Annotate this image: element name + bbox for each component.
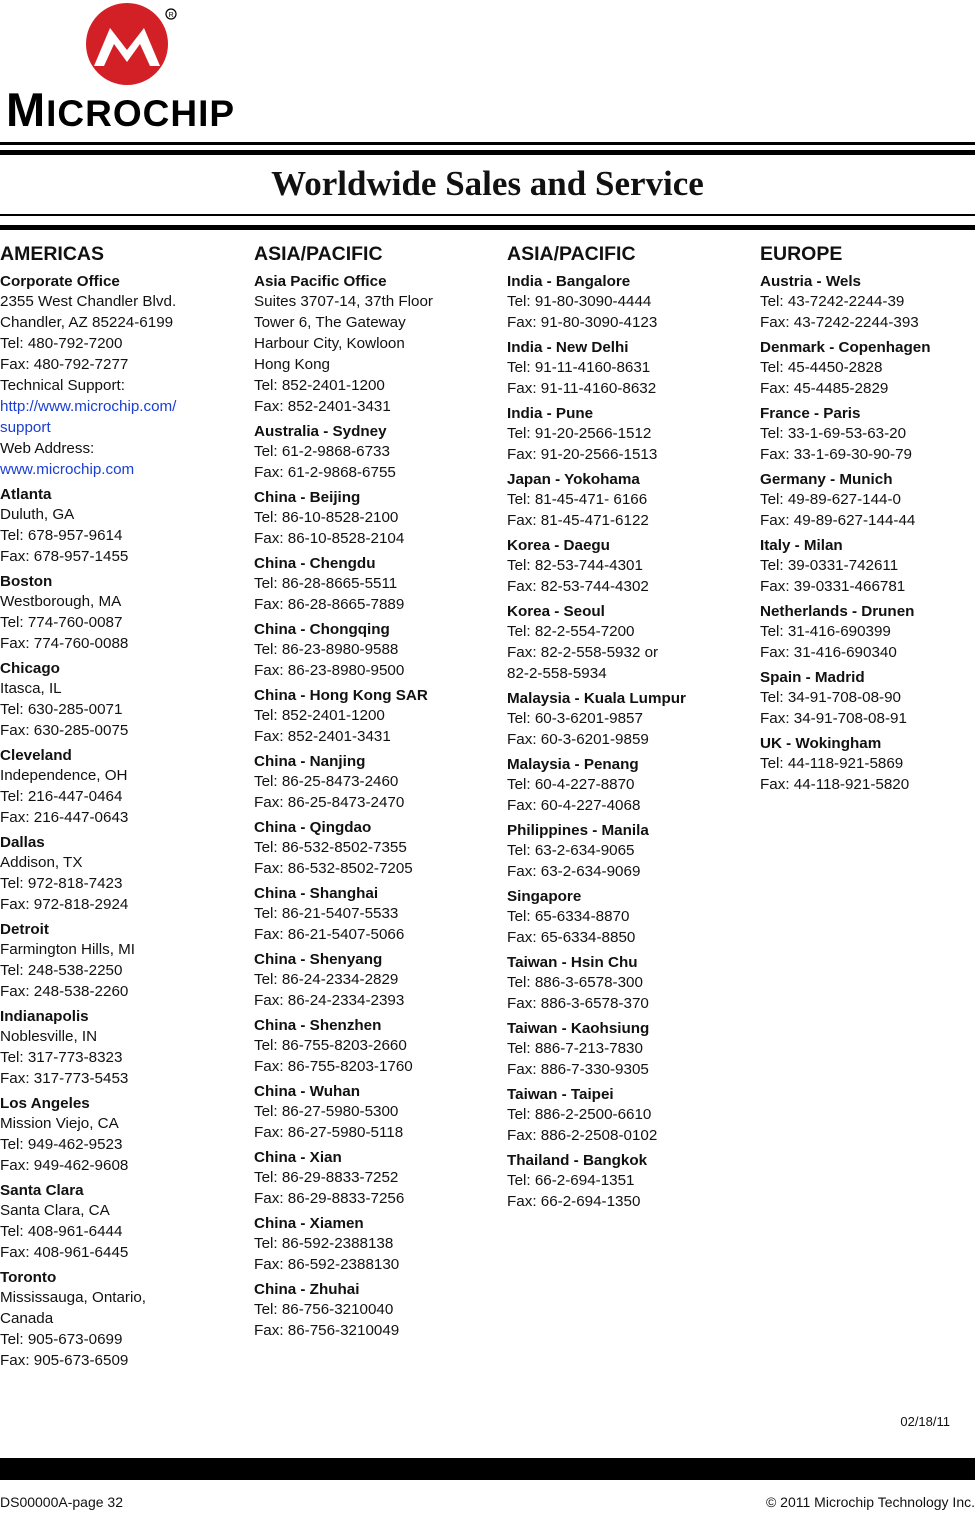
logo-wordmark: MICROCHIP <box>6 83 236 136</box>
office-detail-line: Tel: 678-957-9614 <box>0 527 123 544</box>
web-link[interactable]: http://www.microchip.com/ <box>0 398 177 415</box>
office-entry <box>507 1152 737 1212</box>
office-detail-line: Tel: 91-11-4160-8631 <box>507 359 651 376</box>
region-heading: AMERICAS <box>0 243 105 265</box>
office-city: China - Xiamen <box>254 1215 364 1232</box>
office-detail-line: Fax: 44-118-921-5820 <box>760 776 910 793</box>
office-detail-line: Fax: 972-818-2924 <box>0 896 129 913</box>
office-detail-line: Mississauga, Ontario, <box>0 1289 147 1306</box>
office-detail-line: Duluth, GA <box>0 506 75 523</box>
office-entry <box>507 339 737 399</box>
title-rule-top <box>0 214 975 216</box>
region-heading: ASIA/PACIFIC <box>507 243 636 265</box>
office-detail-line: Fax: 91-11-4160-8632 <box>507 380 657 397</box>
office-detail-line: Fax: 43-7242-2244-393 <box>760 314 919 331</box>
office-city: Boston <box>0 573 53 590</box>
office-entry <box>0 747 230 828</box>
office-detail-line: Tel: 86-23-8980-9588 <box>254 641 399 658</box>
office-detail-line: Tel: 949-462-9523 <box>0 1136 123 1153</box>
office-entry <box>0 573 230 654</box>
office-detail-line: Tel: 86-24-2334-2829 <box>254 971 399 988</box>
office-detail-line: Fax: 31-416-690340 <box>760 644 897 661</box>
office-detail-line: Tel: 86-10-8528-2100 <box>254 509 399 526</box>
office-detail-line: Fax: 248-538-2260 <box>0 983 129 1000</box>
office-entry <box>0 1182 230 1263</box>
office-detail-line: 82-2-558-5934 <box>507 665 607 682</box>
office-detail-line: Tel: 248-538-2250 <box>0 962 123 979</box>
office-detail-line: Santa Clara, CA <box>0 1202 110 1219</box>
office-detail-line: Fax: 61-2-9868-6755 <box>254 464 396 481</box>
office-detail-line: Fax: 86-23-8980-9500 <box>254 662 405 679</box>
office-detail-line: Fax: 86-10-8528-2104 <box>254 530 405 547</box>
office-detail-line: Tel: 86-28-8665-5511 <box>254 575 398 592</box>
office-city: China - Qingdao <box>254 819 372 836</box>
web-link[interactable]: support <box>0 419 51 436</box>
office-detail-line: Fax: 86-756-3210049 <box>254 1322 400 1339</box>
office-detail-line: Tel: 886-2-2500-6610 <box>507 1106 652 1123</box>
office-city: Corporate Office <box>0 273 120 290</box>
office-entry <box>760 273 975 333</box>
office-city: Santa Clara <box>0 1182 84 1199</box>
office-detail-line: Fax: 34-91-708-08-91 <box>760 710 907 727</box>
office-city: Malaysia - Penang <box>507 756 639 773</box>
office-detail-line: Tel: 60-4-227-8870 <box>507 776 635 793</box>
office-detail-line: Fax: 678-957-1455 <box>0 548 129 565</box>
office-city: Korea - Daegu <box>507 537 610 554</box>
office-detail-line: Canada <box>0 1310 54 1327</box>
office-city: India - Pune <box>507 405 594 422</box>
office-detail-line: Tel: 86-21-5407-5533 <box>254 905 399 922</box>
office-detail-line: Tel: 66-2-694-1351 <box>507 1172 635 1189</box>
office-city: China - Chongqing <box>254 621 390 638</box>
office-entry <box>760 669 975 729</box>
office-detail-line: Noblesville, IN <box>0 1028 98 1045</box>
office-detail-line: Tel: 317-773-8323 <box>0 1049 123 1066</box>
office-city: Korea - Seoul <box>507 603 605 620</box>
asia-pacific-column-2 <box>507 240 737 1218</box>
region-heading: EUROPE <box>760 243 843 265</box>
office-detail-line: Fax: 886-3-6578-370 <box>507 995 649 1012</box>
copyright-notice: © 2011 Microchip Technology Inc. <box>765 1494 975 1510</box>
office-detail-line: Tel: 86-25-8473-2460 <box>254 773 399 790</box>
office-city: Taiwan - Taipei <box>507 1086 614 1103</box>
office-detail-line: Independence, OH <box>0 767 128 784</box>
office-detail-line: Tel: 852-2401-1200 <box>254 707 385 724</box>
office-entry <box>507 756 737 816</box>
office-city: Chicago <box>0 660 60 677</box>
office-detail-line: Fax: 886-7-330-9305 <box>507 1061 649 1078</box>
office-detail-line: Tel: 91-20-2566-1512 <box>507 425 652 442</box>
office-detail-line: Farmington Hills, MI <box>0 941 136 958</box>
office-detail-line: Fax: 39-0331-466781 <box>760 578 906 595</box>
office-detail-line: Fax: 86-24-2334-2393 <box>254 992 405 1009</box>
title-rule-bottom <box>0 225 975 230</box>
office-entry <box>254 1215 484 1275</box>
office-city: Cleveland <box>0 747 72 764</box>
office-detail-line: Fax: 63-2-634-9069 <box>507 863 641 880</box>
office-detail-line: Tel: 774-760-0087 <box>0 614 123 631</box>
office-detail-line: Fax: 45-4485-2829 <box>760 380 889 397</box>
office-city: China - Beijing <box>254 489 361 506</box>
office-detail-line: Tel: 61-2-9868-6733 <box>254 443 390 460</box>
office-city: Indianapolis <box>0 1008 89 1025</box>
office-detail-line: 2355 West Chandler Blvd. <box>0 293 177 310</box>
office-city: Toronto <box>0 1269 57 1286</box>
office-detail-line: Tel: 480-792-7200 <box>0 335 123 352</box>
office-entry <box>507 1020 737 1080</box>
office-detail-line: Fax: 86-27-5980-5118 <box>254 1124 404 1141</box>
office-detail-line: Fax: 86-532-8502-7205 <box>254 860 413 877</box>
office-city: Detroit <box>0 921 49 938</box>
office-entry <box>254 621 484 681</box>
office-entry <box>254 753 484 813</box>
office-detail-line: Fax: 33-1-69-30-90-79 <box>760 446 912 463</box>
office-entry <box>760 471 975 531</box>
office-detail-line: Fax: 216-447-0643 <box>0 809 129 826</box>
office-detail-line: Tel: 81-45-471- 6166 <box>507 491 648 508</box>
office-entry <box>254 423 484 483</box>
microchip-logo <box>2 2 260 137</box>
office-detail-line: Tel: 33-1-69-53-63-20 <box>760 425 907 442</box>
office-entry <box>254 1149 484 1209</box>
footer-bar <box>0 1458 975 1480</box>
office-detail-line: Westborough, MA <box>0 593 122 610</box>
office-detail-line: Tel: 45-4450-2828 <box>760 359 883 376</box>
office-city: Dallas <box>0 834 45 851</box>
office-city: Austria - Wels <box>760 273 861 290</box>
office-entry <box>254 951 484 1011</box>
office-detail-line: Tel: 86-532-8502-7355 <box>254 839 407 856</box>
office-city: Atlanta <box>0 486 52 503</box>
office-detail-line: Chandler, AZ 85224-6199 <box>0 314 174 331</box>
asia-pacific-column-1 <box>254 240 484 1347</box>
office-detail-line: Web Address: <box>0 440 95 457</box>
office-city: China - Wuhan <box>254 1083 361 1100</box>
document-page-number: DS00000A-page 32 <box>0 1494 123 1510</box>
office-detail-line: Fax: 86-21-5407-5066 <box>254 926 405 943</box>
office-entry <box>760 537 975 597</box>
office-entry <box>507 954 737 1014</box>
office-entry <box>254 1017 484 1077</box>
office-city: Germany - Munich <box>760 471 893 488</box>
office-entry <box>507 537 737 597</box>
office-detail-line: Harbour City, Kowloon <box>254 335 405 352</box>
office-entry <box>0 486 230 567</box>
office-entry <box>507 603 737 684</box>
region-heading: ASIA/PACIFIC <box>254 243 383 265</box>
office-detail-line: Tel: 886-3-6578-300 <box>507 974 643 991</box>
office-city: China - Shenzhen <box>254 1017 382 1034</box>
office-entry <box>507 822 737 882</box>
office-city: Thailand - Bangkok <box>507 1152 648 1169</box>
office-city: Italy - Milan <box>760 537 843 554</box>
office-detail-line: Tel: 43-7242-2244-39 <box>760 293 905 310</box>
office-detail-line: Fax: 949-462-9608 <box>0 1157 129 1174</box>
office-detail-line: Tel: 852-2401-1200 <box>254 377 385 394</box>
office-detail-line: Fax: 60-3-6201-9859 <box>507 731 649 748</box>
office-detail-line: Fax: 65-6334-8850 <box>507 929 636 946</box>
office-city: France - Paris <box>760 405 861 422</box>
office-entry <box>507 405 737 465</box>
office-entry <box>0 834 230 915</box>
office-detail-line: Tel: 216-447-0464 <box>0 788 123 805</box>
office-city: Japan - Yokohama <box>507 471 640 488</box>
office-entry <box>507 690 737 750</box>
office-detail-line: Tel: 65-6334-8870 <box>507 908 630 925</box>
office-detail-line: Fax: 82-53-744-4302 <box>507 578 649 595</box>
office-city: China - Hong Kong SAR <box>254 687 428 704</box>
office-city: Spain - Madrid <box>760 669 865 686</box>
office-detail-line: Suites 3707-14, 37th Floor <box>254 293 433 310</box>
office-city: Philippines - Manila <box>507 822 649 839</box>
revision-date: 02/18/11 <box>900 1414 950 1429</box>
office-detail-line: Fax: 852-2401-3431 <box>254 398 391 415</box>
office-detail-line: Fax: 774-760-0088 <box>0 635 129 652</box>
office-detail-line: Tel: 86-592-2388138 <box>254 1235 394 1252</box>
office-detail-line: Addison, TX <box>0 854 83 871</box>
office-entry <box>760 339 975 399</box>
office-detail-line: Tel: 91-80-3090-4444 <box>507 293 652 310</box>
office-detail-line: Tel: 86-755-8203-2660 <box>254 1037 407 1054</box>
header-rule-top <box>0 142 975 145</box>
office-detail-line: Tel: 39-0331-742611 <box>760 557 899 574</box>
office-detail-line: Fax: 91-80-3090-4123 <box>507 314 658 331</box>
office-city: UK - Wokingham <box>760 735 882 752</box>
office-city: China - Zhuhai <box>254 1281 360 1298</box>
office-detail-line: Tel: 408-961-6444 <box>0 1223 123 1240</box>
office-city: Denmark - Copenhagen <box>760 339 931 356</box>
office-detail-line: Tel: 86-756-3210040 <box>254 1301 394 1318</box>
office-entry <box>507 888 737 948</box>
office-city: China - Shenyang <box>254 951 383 968</box>
office-city: Los Angeles <box>0 1095 90 1112</box>
office-entry <box>507 471 737 531</box>
office-entry <box>254 687 484 747</box>
office-entry <box>254 819 484 879</box>
office-entry <box>254 273 484 417</box>
office-detail-line: Fax: 86-592-2388130 <box>254 1256 400 1273</box>
office-entry <box>760 405 975 465</box>
office-entry <box>254 1281 484 1341</box>
office-entry <box>507 1086 737 1146</box>
office-detail-line: Fax: 852-2401-3431 <box>254 728 391 745</box>
office-entry <box>0 1095 230 1176</box>
office-entry <box>254 1083 484 1143</box>
office-detail-line: Tel: 44-118-921-5869 <box>760 755 904 772</box>
svg-text:R: R <box>168 12 174 19</box>
office-detail-line: Fax: 49-89-627-144-44 <box>760 512 916 529</box>
office-detail-line: Tower 6, The Gateway <box>254 314 406 331</box>
office-detail-line: Tel: 886-7-213-7830 <box>507 1040 643 1057</box>
office-city: China - Nanjing <box>254 753 366 770</box>
office-entry <box>254 555 484 615</box>
office-detail-line: Fax: 86-29-8833-7256 <box>254 1190 405 1207</box>
office-city: Taiwan - Kaohsiung <box>507 1020 650 1037</box>
office-entry <box>0 921 230 1002</box>
office-detail-line: Fax: 81-45-471-6122 <box>507 512 649 529</box>
office-detail-line: Tel: 63-2-634-9065 <box>507 842 635 859</box>
office-detail-line: Technical Support: <box>0 377 125 394</box>
page-title: Worldwide Sales and Service <box>271 164 704 203</box>
office-city: India - Bangalore <box>507 273 631 290</box>
office-entry <box>507 273 737 333</box>
office-city: Netherlands - Drunen <box>760 603 915 620</box>
office-detail-line: Tel: 82-2-554-7200 <box>507 623 635 640</box>
office-entry <box>0 1008 230 1089</box>
office-detail-line: Tel: 60-3-6201-9857 <box>507 710 643 727</box>
office-entry <box>760 603 975 663</box>
europe-column <box>760 240 975 801</box>
web-link[interactable]: www.microchip.com <box>0 461 135 478</box>
office-detail-line: Fax: 91-20-2566-1513 <box>507 446 658 463</box>
office-city: India - New Delhi <box>507 339 629 356</box>
office-detail-line: Tel: 905-673-0699 <box>0 1331 123 1348</box>
office-detail-line: Tel: 49-89-627-144-0 <box>760 491 901 508</box>
office-detail-line: Hong Kong <box>254 356 330 373</box>
office-detail-line: Fax: 86-25-8473-2470 <box>254 794 405 811</box>
office-detail-line: Tel: 82-53-744-4301 <box>507 557 643 574</box>
office-city: China - Chengdu <box>254 555 376 572</box>
office-detail-line: Fax: 480-792-7277 <box>0 356 129 373</box>
office-city: Taiwan - Hsin Chu <box>507 954 638 971</box>
office-city: China - Shanghai <box>254 885 379 902</box>
office-detail-line: Mission Viejo, CA <box>0 1115 119 1132</box>
office-entry <box>254 489 484 549</box>
office-detail-line: Tel: 630-285-0071 <box>0 701 123 718</box>
office-detail-line: Fax: 60-4-227-4068 <box>507 797 641 814</box>
office-detail-line: Tel: 31-416-690399 <box>760 623 891 640</box>
office-city: Singapore <box>507 888 582 905</box>
office-city: Malaysia - Kuala Lumpur <box>507 690 686 707</box>
office-city: China - Xian <box>254 1149 342 1166</box>
office-detail-line: Fax: 630-285-0075 <box>0 722 129 739</box>
header-rule-bottom <box>0 150 975 155</box>
office-detail-line: Tel: 86-29-8833-7252 <box>254 1169 399 1186</box>
office-detail-line: Tel: 34-91-708-08-90 <box>760 689 901 706</box>
office-entry <box>0 660 230 741</box>
office-detail-line: Fax: 317-773-5453 <box>0 1070 129 1087</box>
office-detail-line: Fax: 886-2-2508-0102 <box>507 1127 658 1144</box>
office-entry <box>0 273 230 480</box>
office-detail-line: Fax: 408-961-6445 <box>0 1244 129 1261</box>
office-detail-line: Fax: 86-28-8665-7889 <box>254 596 405 613</box>
office-entry <box>254 885 484 945</box>
office-city: Asia Pacific Office <box>254 273 387 290</box>
office-detail-line: Fax: 82-2-558-5932 or <box>507 644 659 661</box>
office-detail-line: Fax: 66-2-694-1350 <box>507 1193 641 1210</box>
office-city: Australia - Sydney <box>254 423 387 440</box>
office-entry <box>0 1269 230 1371</box>
office-detail-line: Tel: 86-27-5980-5300 <box>254 1103 399 1120</box>
americas-column <box>0 240 230 1377</box>
office-entry <box>760 735 975 795</box>
office-detail-line: Fax: 905-673-6509 <box>0 1352 129 1369</box>
office-detail-line: Itasca, IL <box>0 680 62 697</box>
office-detail-line: Fax: 86-755-8203-1760 <box>254 1058 413 1075</box>
office-detail-line: Tel: 972-818-7423 <box>0 875 123 892</box>
